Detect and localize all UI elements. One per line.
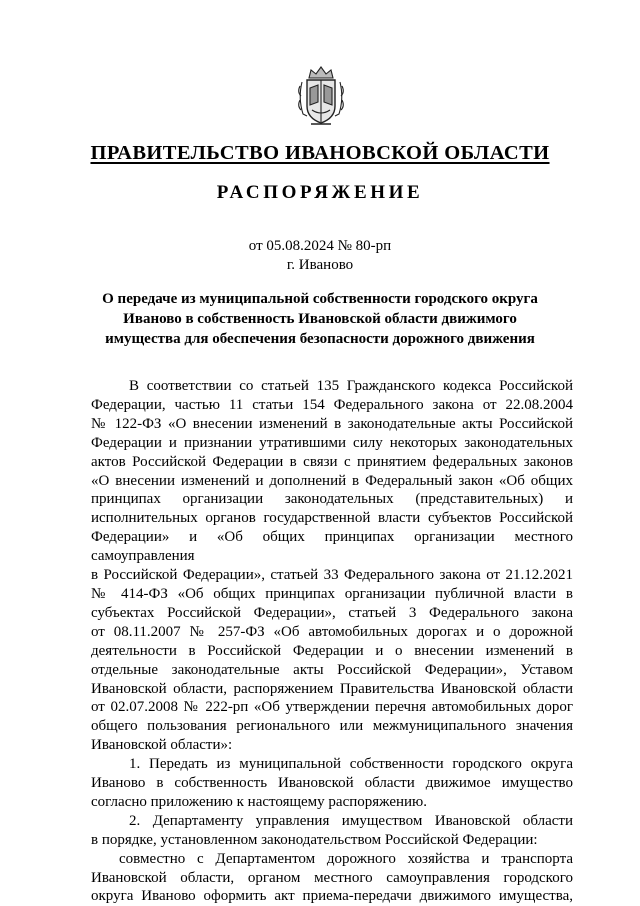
subject-line: Иваново в собственность Ивановской области движимого (123, 311, 517, 327)
body-line: актов Российской Федерации в связи с принятием федеральных законов (91, 453, 573, 470)
body-line: 1. Передать из муниципальной собственности городского округа (129, 756, 573, 773)
body-line: согласно приложению к настоящему распоряжению. (91, 793, 428, 810)
subject-line: О передаче из муниципальной собственности городского округа (102, 291, 538, 307)
body-line: принципах организации законодательных (представительных) и (91, 491, 573, 508)
coat-of-arms-icon (296, 62, 346, 128)
body-line: в порядке, установленном законодательством Российской Федерации: (91, 831, 538, 848)
body-line: Федерации» и «Об общих принципах организации местного самоуправления (91, 529, 573, 565)
body-line: исполнительных органов государственной власти субъектов Российской (91, 510, 573, 527)
body-line: субъектах Российской Федерации», статьей 3 Федерального закона (91, 604, 573, 621)
body-line: в Российской Федерации», статьей 33 Федерального закона от 21.12.2021 (91, 567, 573, 584)
body-line: Ивановской области, органом местного самоуправления городского (91, 869, 573, 886)
body-line: совместно с Департаментом дорожного хозяйства и транспорта (119, 850, 573, 867)
subject-line: имущества для обеспечения безопасности дорожного движения (105, 331, 535, 347)
body-line: от 08.11.2007 № 257-ФЗ «Об автомобильных дорогах и о дорожной (91, 623, 573, 640)
document-meta (0, 237, 640, 275)
body-line: округа Иваново оформить акт приема-передачи движимого имущества, (91, 888, 573, 905)
body-line: Федерации и признании утратившими силу некоторых законодательных (91, 434, 573, 451)
document-type: РАСПОРЯЖЕНИЕ (216, 182, 424, 203)
body-line: № 414-ФЗ «Об общих принципах организации публичной власти в (91, 585, 573, 602)
body-line: Ивановской области»: (91, 737, 233, 754)
body-line: от 02.07.2008 № 222-рп «Об утверждении перечня автомобильных дорог (91, 699, 573, 716)
body-line: отдельные законодательные акты Российской Федерации», Уставом (91, 661, 573, 678)
document-subject (90, 289, 550, 349)
document-body (91, 377, 573, 906)
body-line: Ивановской области, распоряжением Правительства Ивановской области (91, 680, 573, 697)
body-line: деятельности в Российской Федерации и о внесении изменений в (91, 642, 573, 659)
body-line: «О внесении изменений и дополнений в Федеральный закон «Об общих (91, 472, 573, 489)
city: г. Иваново (286, 257, 354, 273)
organization-title: ПРАВИТЕЛЬСТВО ИВАНОВСКОЙ ОБЛАСТИ (90, 142, 550, 164)
date-number: от 05.08.2024 № 80-рп (248, 238, 392, 254)
body-line: В соответствии со статьей 135 Гражданского кодекса Российской (129, 378, 573, 394)
body-line: Федерации, частью 11 статьи 154 Федерального закона от 22.08.2004 (91, 396, 573, 413)
body-line: 2. Департаменту управления имуществом Ивановской области (129, 812, 573, 829)
body-line: Иваново в собственность Ивановской области движимое имущество (91, 775, 573, 792)
body-line: № 122-ФЗ «О внесении изменений в законодательные акты Российской (91, 415, 573, 432)
body-line: общего пользования регионального или межмуниципального значения (91, 718, 573, 735)
